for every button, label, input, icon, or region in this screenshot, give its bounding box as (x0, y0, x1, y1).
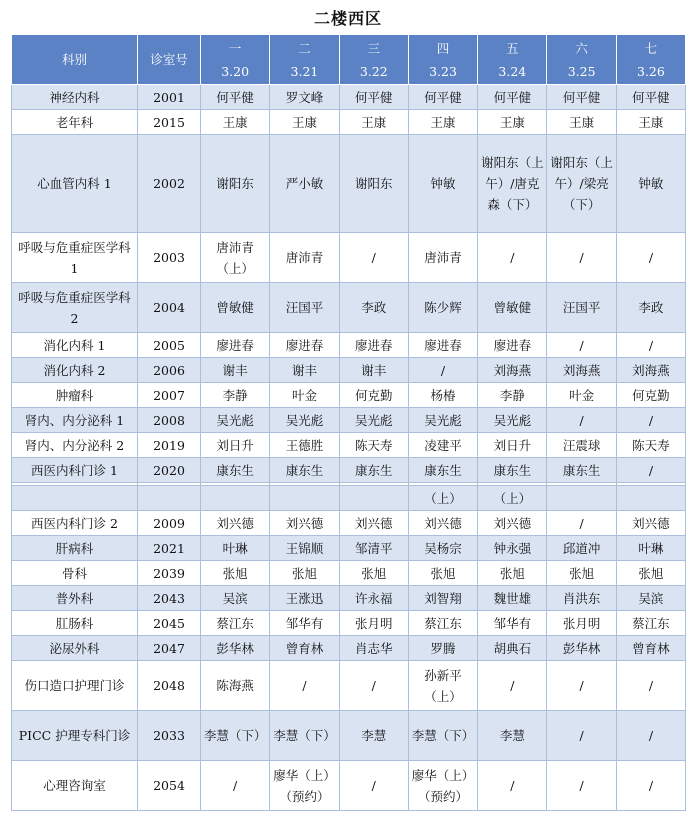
doctor-cell: 吴杨宗 (408, 536, 477, 561)
doctor-cell: 李慧（下） (201, 711, 270, 761)
doctor-cell: 唐沛青 (408, 233, 477, 283)
header-day (408, 35, 477, 85)
doctor-cell: 康东生 (201, 458, 270, 483)
room-number-cell: 2003 (138, 233, 201, 283)
doctor-cell: 刘日升 (478, 433, 547, 458)
day-label: 二 (298, 40, 311, 56)
doctor-cell: 王康 (201, 110, 270, 135)
doctor-cell: 许永福 (339, 586, 408, 611)
room-number-cell: 2005 (138, 333, 201, 358)
department-cell: 消化内科 1 (12, 333, 138, 358)
doctor-cell: 何克勤 (616, 383, 685, 408)
table-row (12, 135, 686, 233)
doctor-cell: / (547, 233, 616, 283)
department-cell: 西医内科门诊 2 (12, 511, 138, 536)
department-cell: 肾内、内分泌科 2 (12, 433, 138, 458)
doctor-cell: （上） (478, 486, 547, 511)
doctor-cell: 谢阳东（上午）/唐克森（下） (478, 135, 547, 233)
room-number-cell: 2006 (138, 358, 201, 383)
room-number-cell: 2045 (138, 611, 201, 636)
department-cell: 消化内科 2 (12, 358, 138, 383)
doctor-cell: （上） (408, 486, 477, 511)
doctor-cell: 何平健 (408, 85, 477, 110)
doctor-cell: / (547, 333, 616, 358)
doctor-cell: 唐沛青 (270, 233, 339, 283)
doctor-cell: / (616, 333, 685, 358)
department-cell: 伤口造口护理门诊 (12, 661, 138, 711)
table-row (12, 333, 686, 358)
doctor-cell: 张旭 (616, 561, 685, 586)
doctor-cell: 叶琳 (616, 536, 685, 561)
doctor-cell: / (616, 458, 685, 483)
day-label: 五 (506, 40, 519, 56)
day-label: 三 (367, 40, 380, 56)
doctor-cell: 何平健 (478, 85, 547, 110)
department-cell (12, 486, 138, 511)
doctor-cell: / (547, 661, 616, 711)
room-number-cell: 2033 (138, 711, 201, 761)
doctor-cell: / (547, 761, 616, 811)
date-label: 3.22 (359, 63, 388, 79)
department-cell: 骨科 (12, 561, 138, 586)
day-label: 一 (228, 40, 242, 56)
doctor-cell: / (547, 511, 616, 536)
table-row (12, 458, 686, 483)
doctor-cell: / (616, 408, 685, 433)
doctor-cell: 吴光彪 (270, 408, 339, 433)
doctor-cell: 廖华（上）（预约） (408, 761, 477, 811)
doctor-cell: 汪震球 (547, 433, 616, 458)
doctor-cell: / (478, 661, 547, 711)
room-number-cell: 2047 (138, 636, 201, 661)
doctor-cell: 叶金 (547, 383, 616, 408)
header-day (616, 35, 685, 85)
doctor-cell: 康东生 (478, 458, 547, 483)
room-number-cell: 2048 (138, 661, 201, 711)
doctor-cell: 李慧（下） (408, 711, 477, 761)
doctor-cell: 邹华有 (478, 611, 547, 636)
department-cell: 呼吸与危重症医学科 1 (12, 233, 138, 283)
doctor-cell: 曾敏健 (201, 283, 270, 333)
department-cell: 肝病科 (12, 536, 138, 561)
doctor-cell: 吴光彪 (478, 408, 547, 433)
doctor-cell: 张旭 (201, 561, 270, 586)
schedule-table (11, 34, 686, 811)
doctor-cell: 谢丰 (270, 358, 339, 383)
doctor-cell: 李静 (201, 383, 270, 408)
department-cell: 心理咨询室 (12, 761, 138, 811)
doctor-cell: 肖洪东 (547, 586, 616, 611)
table-row (12, 383, 686, 408)
room-number-cell: 2008 (138, 408, 201, 433)
doctor-cell: 谢阳东 (339, 135, 408, 233)
doctor-cell: 刘兴德 (408, 511, 477, 536)
department-cell: 泌尿外科 (12, 636, 138, 661)
doctor-cell: 彭华林 (547, 636, 616, 661)
doctor-cell: 廖华（上）（预约） (270, 761, 339, 811)
header-day (201, 35, 270, 85)
doctor-cell: / (478, 233, 547, 283)
department-cell: 神经内科 (12, 85, 138, 110)
doctor-cell: 陈天寿 (616, 433, 685, 458)
doctor-cell: 汪国平 (270, 283, 339, 333)
doctor-cell: 肖志华 (339, 636, 408, 661)
department-cell: 呼吸与危重症医学科 2 (12, 283, 138, 333)
table-row (12, 358, 686, 383)
doctor-cell: 刘海燕 (478, 358, 547, 383)
table-row (12, 711, 686, 761)
doctor-cell: 孙新平（上） (408, 661, 477, 711)
day-label: 七 (644, 40, 658, 56)
table-row (12, 110, 686, 135)
doctor-cell: 廖进春 (201, 333, 270, 358)
doctor-cell: 康东生 (339, 458, 408, 483)
doctor-cell: 魏世雄 (478, 586, 547, 611)
department-cell: 肿瘤科 (12, 383, 138, 408)
doctor-cell (270, 486, 339, 511)
doctor-cell: 钟敏 (408, 135, 477, 233)
doctor-cell (547, 486, 616, 511)
doctor-cell: 刘日升 (201, 433, 270, 458)
doctor-cell: 曾敏健 (478, 283, 547, 333)
room-number-cell: 2039 (138, 561, 201, 586)
doctor-cell: 张旭 (339, 561, 408, 586)
day-label: 四 (436, 40, 450, 56)
doctor-cell: 王康 (478, 110, 547, 135)
doctor-cell: 张旭 (547, 561, 616, 586)
table-row (12, 611, 686, 636)
department-cell: 肾内、内分泌科 1 (12, 408, 138, 433)
doctor-cell (201, 486, 270, 511)
table-row (12, 761, 686, 811)
doctor-cell: 杨椿 (408, 383, 477, 408)
department-cell: 老年科 (12, 110, 138, 135)
table-row (12, 486, 686, 511)
room-number-cell: 2009 (138, 511, 201, 536)
doctor-cell: / (547, 408, 616, 433)
doctor-cell: 廖进春 (478, 333, 547, 358)
doctor-cell: 何平健 (201, 85, 270, 110)
page-title: 二楼西区 (313, 9, 382, 28)
room-number-cell: 2004 (138, 283, 201, 333)
doctor-cell: 严小敏 (270, 135, 339, 233)
doctor-cell: / (616, 711, 685, 761)
doctor-cell: 钟永强 (478, 536, 547, 561)
doctor-cell: 刘兴德 (478, 511, 547, 536)
doctor-cell: 唐沛青（上） (201, 233, 270, 283)
doctor-cell: 刘兴德 (339, 511, 408, 536)
department-cell: 西医内科门诊 1 (12, 458, 138, 483)
doctor-cell: 王德胜 (270, 433, 339, 458)
doctor-cell: 王康 (616, 110, 685, 135)
date-label: 3.25 (567, 63, 596, 79)
doctor-cell: 汪国平 (547, 283, 616, 333)
date-label: 3.20 (221, 63, 250, 79)
doctor-cell: / (478, 761, 547, 811)
header-room: 诊室号 (138, 35, 201, 85)
table-row (12, 561, 686, 586)
doctor-cell: 李政 (616, 283, 685, 333)
schedule-body (12, 85, 686, 811)
doctor-cell: 曾育林 (616, 636, 685, 661)
doctor-cell: 邹华有 (270, 611, 339, 636)
department-cell: 心血管内科 1 (12, 135, 138, 233)
table-row (12, 661, 686, 711)
doctor-cell: 刘海燕 (547, 358, 616, 383)
doctor-cell: 吴光彪 (201, 408, 270, 433)
doctor-cell: 胡典石 (478, 636, 547, 661)
doctor-cell: 吴滨 (201, 586, 270, 611)
doctor-cell: 蔡江东 (616, 611, 685, 636)
date-label: 3.21 (290, 63, 319, 79)
department-cell: PICC 护理专科门诊 (12, 711, 138, 761)
doctor-cell: 吴滨 (616, 586, 685, 611)
doctor-cell: / (339, 233, 408, 283)
header-day (270, 35, 339, 85)
doctor-cell: 刘海燕 (616, 358, 685, 383)
doctor-cell: 罗文峰 (270, 85, 339, 110)
room-number-cell: 2007 (138, 383, 201, 408)
date-label: 3.26 (637, 63, 665, 79)
table-row (12, 511, 686, 536)
doctor-cell: 刘兴德 (270, 511, 339, 536)
doctor-cell: / (547, 711, 616, 761)
doctor-cell: 谢丰 (201, 358, 270, 383)
doctor-cell: 王康 (270, 110, 339, 135)
doctor-cell: 李慧 (478, 711, 547, 761)
doctor-cell: 凌建平 (408, 433, 477, 458)
doctor-cell: 曾育林 (270, 636, 339, 661)
doctor-cell: / (270, 661, 339, 711)
doctor-cell: 廖进春 (408, 333, 477, 358)
doctor-cell: 刘兴德 (616, 511, 685, 536)
doctor-cell: 李静 (478, 383, 547, 408)
doctor-cell: 张月明 (547, 611, 616, 636)
doctor-cell: 何平健 (616, 85, 685, 110)
doctor-cell: 王涨迅 (270, 586, 339, 611)
table-row (12, 233, 686, 283)
doctor-cell: 陈少辉 (408, 283, 477, 333)
doctor-cell: / (339, 761, 408, 811)
doctor-cell: 王锦顺 (270, 536, 339, 561)
room-number-cell: 2015 (138, 110, 201, 135)
room-number-cell: 2001 (138, 85, 201, 110)
doctor-cell: 何平健 (339, 85, 408, 110)
table-row (12, 408, 686, 433)
doctor-cell: / (616, 233, 685, 283)
doctor-cell: 陈天寿 (339, 433, 408, 458)
header-day (478, 35, 547, 85)
room-number-cell: 2043 (138, 586, 201, 611)
doctor-cell: 李慧 (339, 711, 408, 761)
department-cell: 肛肠科 (12, 611, 138, 636)
doctor-cell (339, 486, 408, 511)
doctor-cell: 陈海燕 (201, 661, 270, 711)
doctor-cell: 谢阳东（上午）/梁亮（下） (547, 135, 616, 233)
doctor-cell: 叶金 (270, 383, 339, 408)
table-header-row (12, 35, 686, 85)
room-number-cell: 2054 (138, 761, 201, 811)
room-number-cell: 2002 (138, 135, 201, 233)
doctor-cell: 刘智翔 (408, 586, 477, 611)
doctor-cell: 罗腾 (408, 636, 477, 661)
doctor-cell: 何平健 (547, 85, 616, 110)
doctor-cell: 邹清平 (339, 536, 408, 561)
doctor-cell: / (616, 661, 685, 711)
table-row (12, 586, 686, 611)
doctor-cell: 张旭 (478, 561, 547, 586)
doctor-cell: 邱道冲 (547, 536, 616, 561)
doctor-cell: 蔡江东 (408, 611, 477, 636)
table-row (12, 636, 686, 661)
doctor-cell: 吴光彪 (408, 408, 477, 433)
date-label: 3.23 (429, 63, 457, 79)
doctor-cell: 谢阳东 (201, 135, 270, 233)
doctor-cell: 王康 (408, 110, 477, 135)
doctor-cell: 钟敏 (616, 135, 685, 233)
doctor-cell: 何克勤 (339, 383, 408, 408)
room-number-cell (138, 486, 201, 511)
table-row (12, 433, 686, 458)
doctor-cell: 廖进春 (339, 333, 408, 358)
room-number-cell: 2020 (138, 458, 201, 483)
doctor-cell: 廖进春 (270, 333, 339, 358)
doctor-cell: 王康 (547, 110, 616, 135)
doctor-cell: 康东生 (408, 458, 477, 483)
date-label: 3.24 (498, 63, 527, 79)
header-department: 科别 (12, 35, 138, 85)
doctor-cell: 康东生 (270, 458, 339, 483)
doctor-cell: 王康 (339, 110, 408, 135)
department-cell: 普外科 (12, 586, 138, 611)
doctor-cell: 吴光彪 (339, 408, 408, 433)
header-day (339, 35, 408, 85)
doctor-cell: 彭华林 (201, 636, 270, 661)
room-number-cell: 2019 (138, 433, 201, 458)
doctor-cell: / (201, 761, 270, 811)
doctor-cell: / (408, 358, 477, 383)
doctor-cell: 蔡江东 (201, 611, 270, 636)
doctor-cell: 张旭 (270, 561, 339, 586)
table-row (12, 536, 686, 561)
doctor-cell: 康东生 (547, 458, 616, 483)
room-number-cell: 2021 (138, 536, 201, 561)
doctor-cell: 刘兴德 (201, 511, 270, 536)
doctor-cell: 张月明 (339, 611, 408, 636)
doctor-cell: 李政 (339, 283, 408, 333)
day-label: 六 (575, 40, 588, 56)
doctor-cell: / (616, 761, 685, 811)
doctor-cell: 谢丰 (339, 358, 408, 383)
doctor-cell: 张旭 (408, 561, 477, 586)
table-row (12, 283, 686, 333)
doctor-cell: / (339, 661, 408, 711)
table-row (12, 85, 686, 110)
doctor-cell (616, 486, 685, 511)
header-day (547, 35, 616, 85)
doctor-cell: 李慧（下） (270, 711, 339, 761)
doctor-cell: 叶琳 (201, 536, 270, 561)
